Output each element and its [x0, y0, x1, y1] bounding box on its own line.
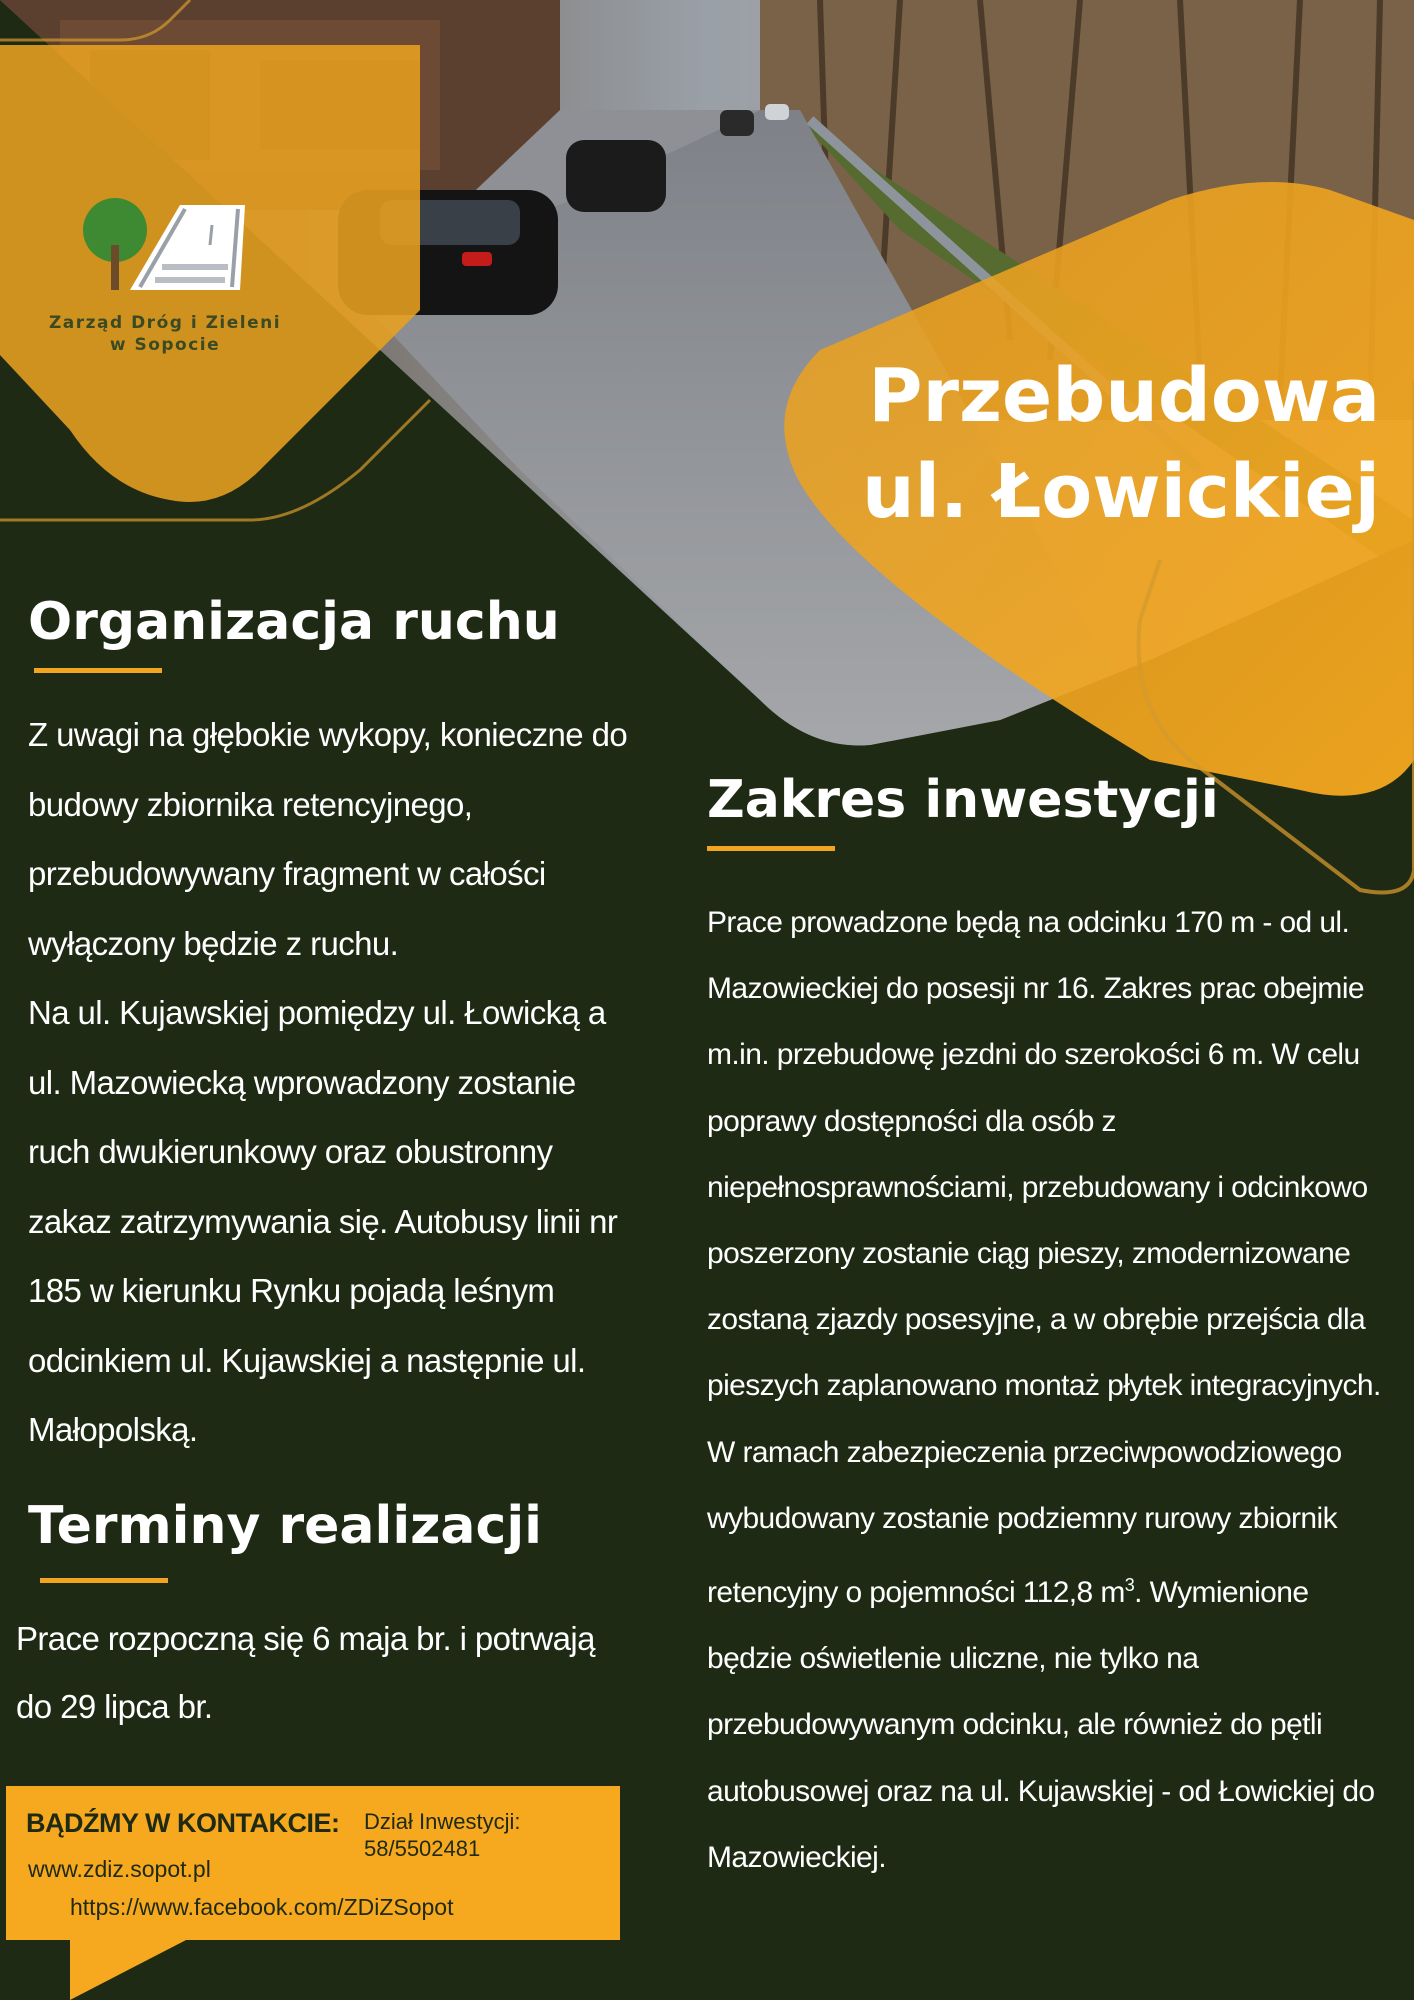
- scope-heading: Zakres inwestycji: [707, 770, 1219, 830]
- title-line-1: Przebudowa: [868, 353, 1380, 439]
- contact-box: [6, 1786, 620, 1940]
- facebook-link[interactable]: https://www.facebook.com/ZDiZSopot: [70, 1894, 454, 1920]
- title-line-2: ul. Łowickiej: [862, 449, 1380, 535]
- scope-text-superscript: 3: [1124, 1575, 1135, 1596]
- schedule-heading: Terminy realizacji: [28, 1496, 542, 1556]
- scope-text: [707, 890, 1397, 1891]
- website-link[interactable]: www.zdiz.sopot.pl: [28, 1856, 211, 1882]
- schedule-heading-underline: [40, 1578, 168, 1583]
- speech-bubble-tail: [60, 1938, 200, 2000]
- schedule-text: Prace rozpoczną się 6 maja br. i potrwają do 29 lipca br.: [16, 1620, 595, 1725]
- scope-heading-underline: [707, 846, 835, 851]
- traffic-text: Z uwagi na głębokie wykopy, konieczne do budowy zbiornika retencyjnego, przebudowywany fragment w całości wyłączony będzie z ruchu. Na ul. Kujawskiej pomiędzy ul. Łowicką a ul. Mazowiecką wprowadzony zostanie ruch dwukierunkowy oraz obustronny zakaz zatrzymywania się. Autobusy linii nr 185 w kierunku Rynku pojadą leśnym odcinkiem ul. Kujawskiej a następnie ul. Małopolską.: [28, 716, 628, 1448]
- logo-text: Zarząd Dróg i Zieleni w Sopocie: [48, 313, 282, 355]
- department-phone[interactable]: 58/5502481: [364, 1836, 481, 1861]
- contact-label: BĄDŹMY W KONTAKCIE:: [26, 1808, 340, 1838]
- scope-text-main: Prace prowadzone będą na odcinku 170 m - od ul. Mazowieckiej do posesji nr 16. Zakres prac obejmie m.in. przebudowę jezdni do szerokości 6 m. W celu poprawy dostępności dla osób z niepełnosprawnościami, przebudowany i odcinkowo poszerzony zostanie ciąg pieszy, zmodernizowane zostaną zjazdy posesyjne, a w obrębie przejścia dla pieszych zaplanowano montaż płytek integracyjnych. W ramach zabezpieczenia przeciwpowodziowego wybudowany zostanie podziemny rurowy zbiornik retencyjny o pojemności 112,8 m: [707, 906, 1381, 1610]
- page-title: [862, 348, 1380, 540]
- scope-text-end: . Wymienione będzie oświetlenie uliczne, nie tylko na przebudowywanym odcinku, ale również do pętli autobusowej oraz na ul. Kujawskiej - od Łowickiej do Mazowieckiej.: [707, 1576, 1375, 1874]
- department-name: Dział Inwestycji:: [364, 1809, 521, 1834]
- logo-road-icon: [40, 195, 300, 305]
- department-contact: [364, 1808, 520, 1862]
- traffic-heading: Organizacja ruchu: [28, 592, 560, 652]
- traffic-heading-underline: [34, 668, 162, 673]
